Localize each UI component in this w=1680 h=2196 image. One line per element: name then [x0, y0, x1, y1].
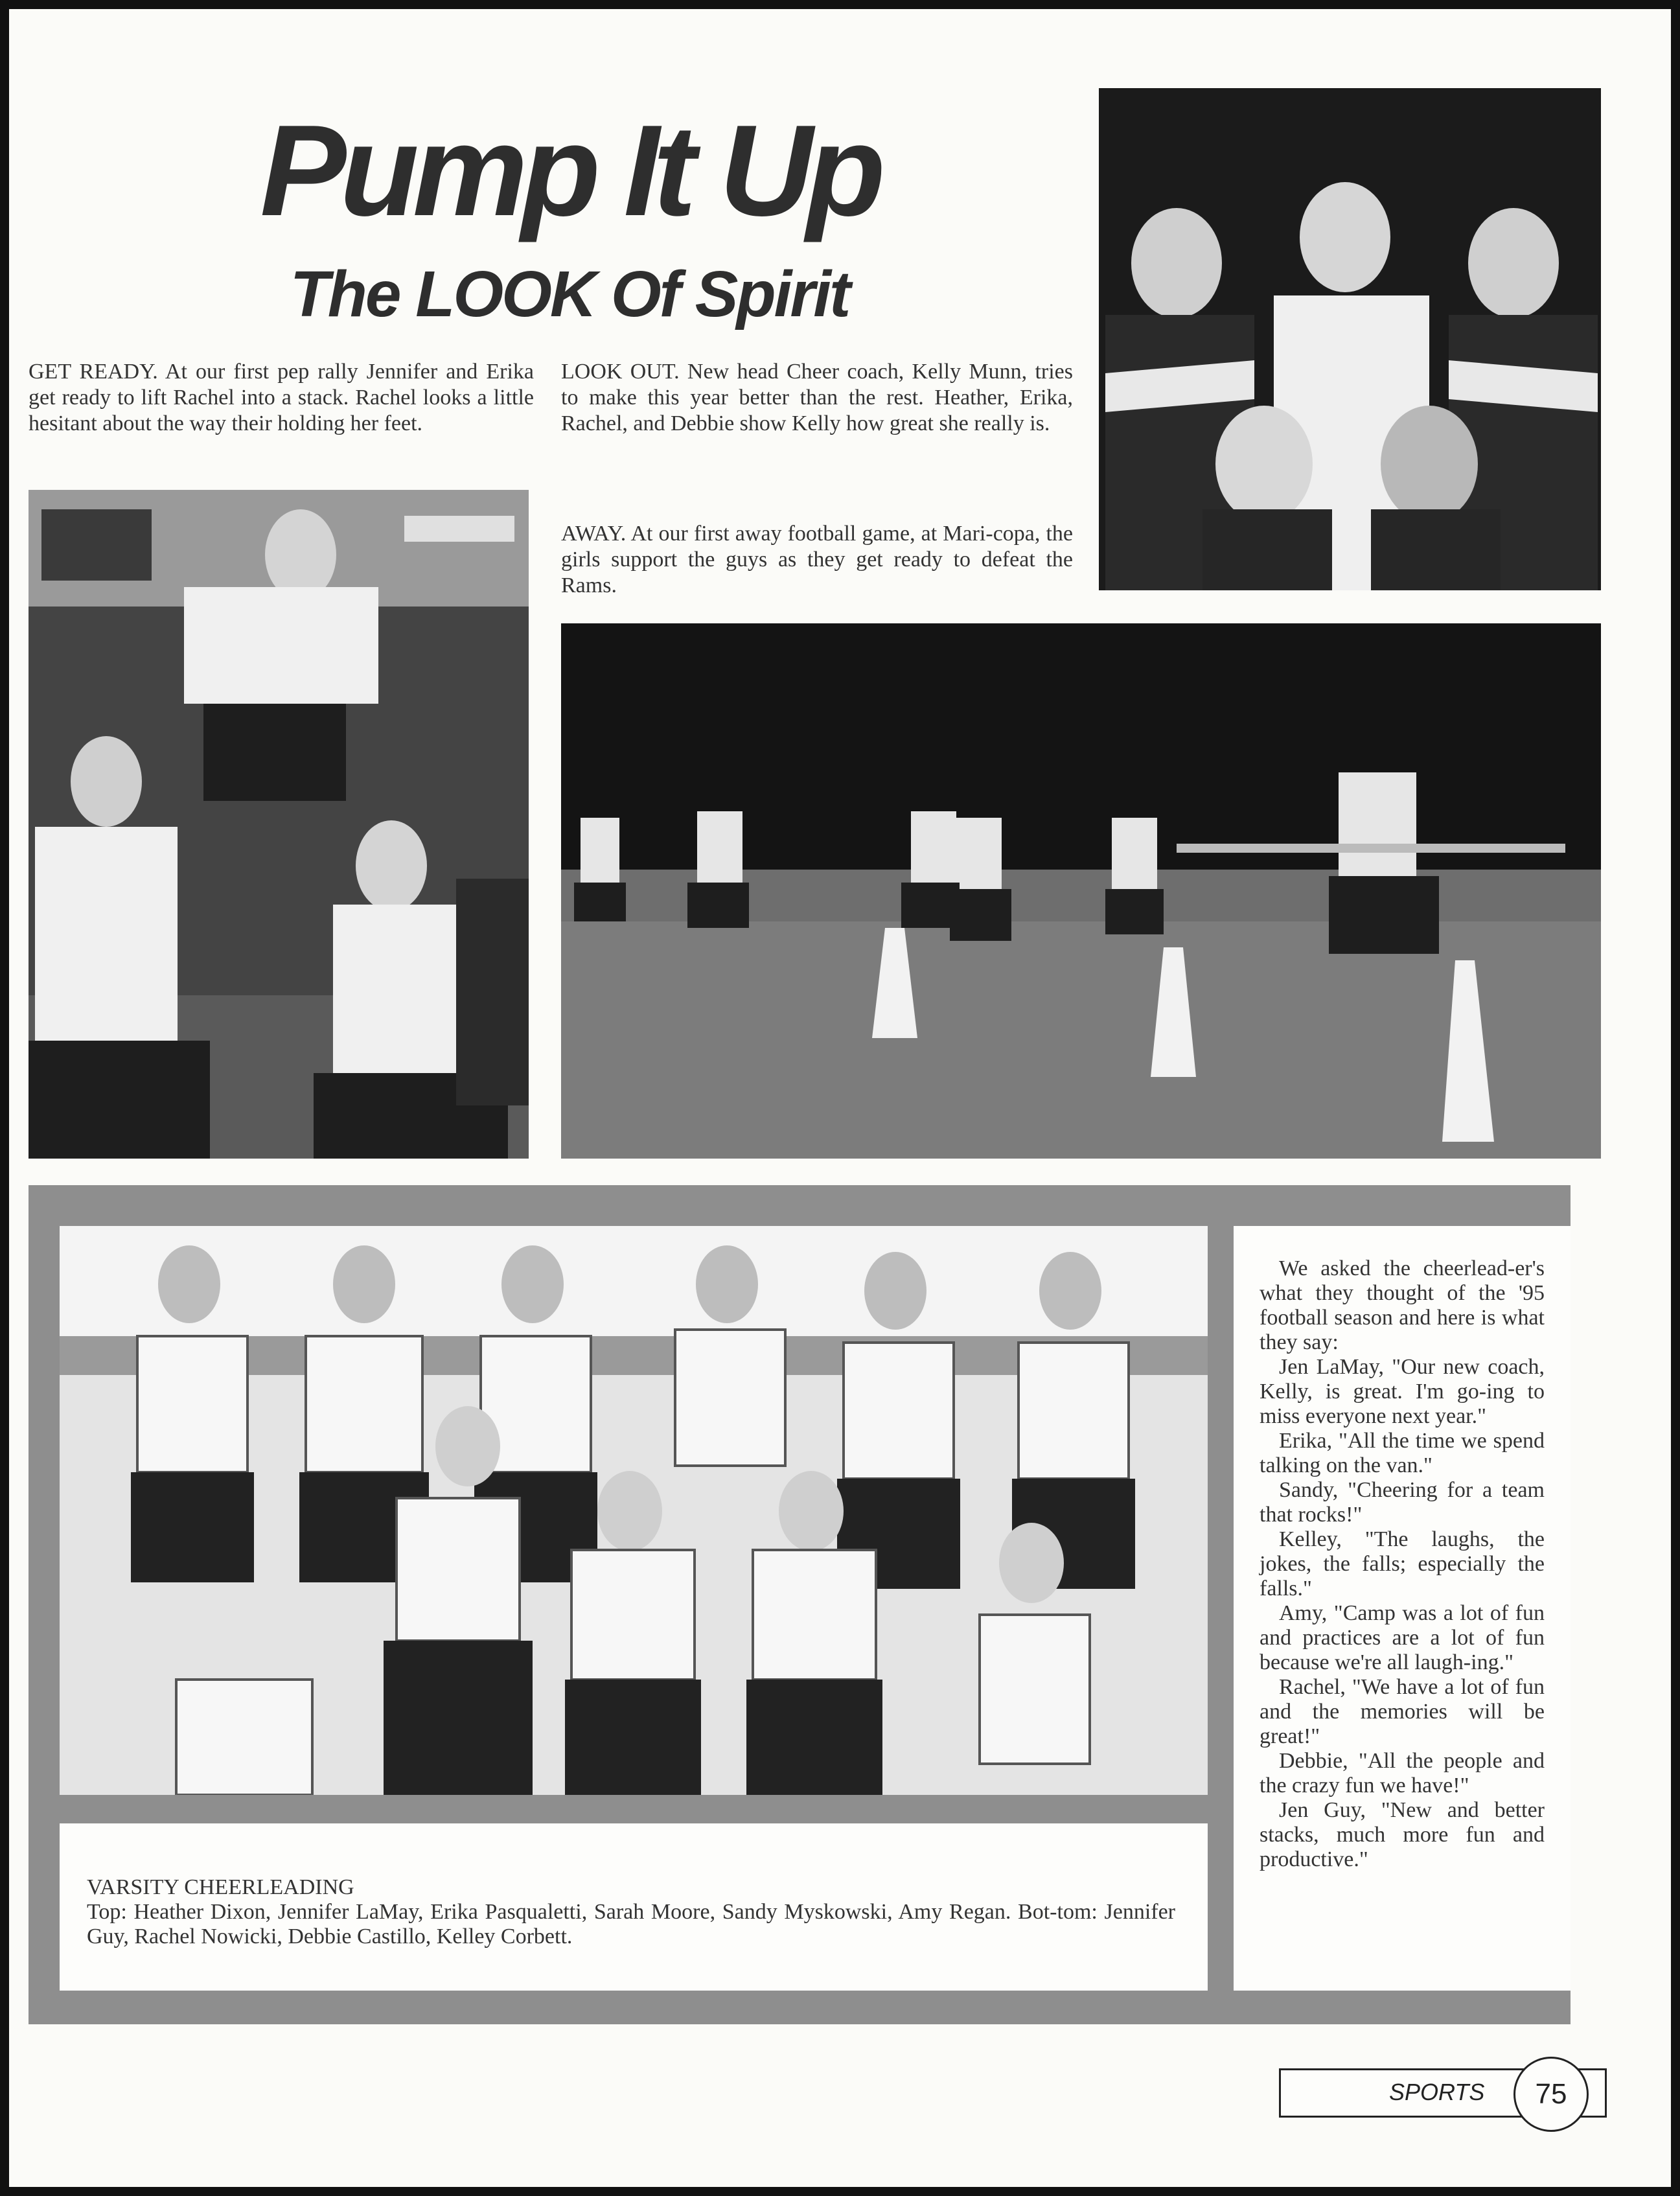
- stack-photo: [29, 490, 529, 1159]
- quote-item: Debbie, "All the people and the crazy fun we have!": [1260, 1749, 1545, 1797]
- caption-away: AWAY. At our first away football game, at Mari-copa, the girls support the guys as they get ready to defeat the Rams.: [561, 522, 1073, 597]
- group-caption: [87, 1875, 1175, 1949]
- caption-get-ready: GET READY. At our first pep rally Jennifer and Erika get ready to lift Rachel into a stack. Rachel looks a little hesitant about the way their holding her feet.: [29, 360, 534, 435]
- page-title: Pump It Up: [260, 98, 879, 243]
- group-caption-title: VARSITY CHEERLEADING: [87, 1875, 354, 1899]
- page-subtitle: The LOOK Of Spirit: [290, 258, 849, 330]
- coach-group-photo: [1099, 88, 1601, 590]
- varsity-group-photo: [60, 1226, 1208, 1795]
- quote-item: Rachel, "We have a lot of fun and the memories will be great!": [1260, 1675, 1545, 1748]
- page-number: 75: [1513, 2057, 1589, 2132]
- yearbook-page: [9, 9, 1671, 2187]
- quote-item: Jen LaMay, "Our new coach, Kelly, is great. I'm go-ing to miss everyone next year.": [1260, 1355, 1545, 1428]
- football-game-photo: [561, 623, 1601, 1159]
- quote-item: Kelley, "The laughs, the jokes, the falls; especially the falls.": [1260, 1527, 1545, 1601]
- group-caption-names: Top: Heather Dixon, Jennifer LaMay, Erika Pasqualetti, Sarah Moore, Sandy Myskowski, Amy Regan. Bot-tom: Jennifer Guy, Rachel Nowicki, Debbie Castillo, Kelley Corbett.: [87, 1900, 1175, 1948]
- quote-intro: We asked the cheerlead-er's what they thought of the '95 football season and here is what they say:: [1260, 1256, 1545, 1354]
- caption-look-out: LOOK OUT. New head Cheer coach, Kelly Munn, tries to make this year better than the rest. Heather, Erika, Rachel, and Debbie show Kelly how great she really is.: [561, 360, 1073, 435]
- footer-section-label: SPORTS: [1389, 2079, 1485, 2105]
- quote-item: Erika, "All the time we spend talking on the van.": [1260, 1429, 1545, 1477]
- quote-item: Jen Guy, "New and better stacks, much more fun and productive.": [1260, 1798, 1545, 1871]
- quote-item: Sandy, "Cheering for a team that rocks!": [1260, 1478, 1545, 1527]
- quotes-column: [1260, 1256, 1545, 1872]
- quote-item: Amy, "Camp was a lot of fun and practices are a lot of fun because we're all laugh-ing.": [1260, 1601, 1545, 1674]
